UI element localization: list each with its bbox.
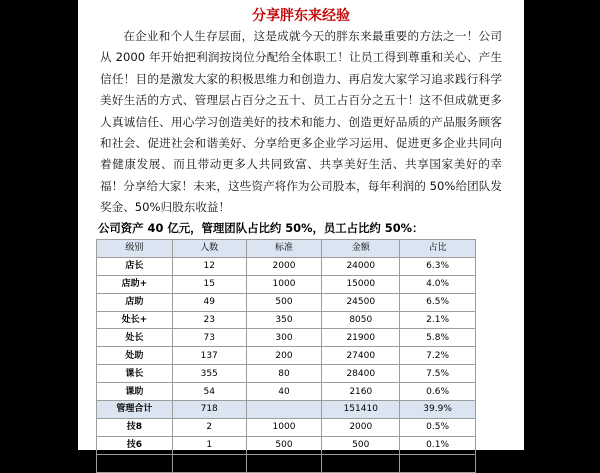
- header-level: 级别: [97, 240, 173, 258]
- cell-amount: 151410: [322, 401, 400, 419]
- table-row: [97, 311, 476, 329]
- document-page: [78, 0, 524, 469]
- table-row: [97, 329, 476, 347]
- cell-standard: 80: [246, 365, 322, 383]
- cell-standard: 1000: [246, 418, 322, 436]
- cell-standard: 350: [246, 311, 322, 329]
- cell-count: 15: [172, 275, 246, 293]
- cell-standard: 2000: [246, 257, 322, 275]
- cell-count: 718: [172, 401, 246, 419]
- cell-level: 管理合计: [97, 401, 173, 419]
- cell-level: 技4: [97, 454, 173, 472]
- table-row: [97, 401, 476, 419]
- cell-amount: 21900: [322, 329, 400, 347]
- cell-amount: 1200: [322, 454, 400, 472]
- body-paragraph: 在企业和个人生存层面，这是成就今天的胖东来最重要的方法之一！公司从 2000 年开始把利润按岗位分配给全体职工！让员工得到尊重和关心、产生信任！目的是激发大家的积极思维力和创造力、再启发大家学习追求践行科学美好生活的方式、管理层占百分之五十、员工占百分之五十！这不但成就更多人真诚信任、用心学习创造美好的技术和能力、创造更好品质的产品服务顾客和社会、促进社会和谐美好、分享给更多企业学习运用、促进更多企业共同向着健康发展、而且带动更多人共同致富、共享美好生活、共享国家美好的幸福！分享给大家！未来，这些资产将作为公司股本，每年利润的 50%给团队发奖金、50%归股东收益！: [100, 29, 502, 215]
- cell-level: 处长: [97, 329, 173, 347]
- cell-ratio: 7.2%: [400, 347, 476, 365]
- cell-count: 12: [172, 257, 246, 275]
- cell-count: 1: [172, 436, 246, 454]
- cell-amount: 15000: [322, 275, 400, 293]
- cell-count: 137: [172, 347, 246, 365]
- header-ratio: 占比: [400, 240, 476, 258]
- cell-amount: 8050: [322, 311, 400, 329]
- table-row: [97, 293, 476, 311]
- cell-standard: 300: [246, 454, 322, 472]
- cell-standard: 300: [246, 329, 322, 347]
- cell-ratio: 0.5%: [400, 418, 476, 436]
- cell-ratio: 0.3%: [400, 454, 476, 472]
- cell-count: 2: [172, 418, 246, 436]
- cell-level: 店长: [97, 257, 173, 275]
- cell-ratio: 39.9%: [400, 401, 476, 419]
- cell-level: 技8: [97, 418, 173, 436]
- cell-level: 课长: [97, 365, 173, 383]
- cell-standard: 500: [246, 293, 322, 311]
- cell-level: 处长+: [97, 311, 173, 329]
- cell-ratio: 5.8%: [400, 329, 476, 347]
- header-count: 人数: [172, 240, 246, 258]
- cell-level: 店助: [97, 293, 173, 311]
- table-row: [97, 418, 476, 436]
- header-standard: 标准: [246, 240, 322, 258]
- cell-level: 课助: [97, 383, 173, 401]
- cell-ratio: 0.6%: [400, 383, 476, 401]
- cell-standard: 40: [246, 383, 322, 401]
- cell-amount: 2160: [322, 383, 400, 401]
- table-row: [97, 454, 476, 472]
- cell-level: 技6: [97, 436, 173, 454]
- cell-amount: 28400: [322, 365, 400, 383]
- cell-count: 73: [172, 329, 246, 347]
- cell-ratio: 6.3%: [400, 257, 476, 275]
- cell-amount: 2000: [322, 418, 400, 436]
- bonus-distribution-table: [96, 239, 476, 473]
- cell-count: 355: [172, 365, 246, 383]
- cell-ratio: 4.0%: [400, 275, 476, 293]
- page-title: 分享胖东来经验: [252, 8, 350, 24]
- cell-amount: 500: [322, 436, 400, 454]
- table-caption: 公司资产 40 亿元，管理团队占比约 50%，员工占比约 50%：: [98, 221, 424, 235]
- table-row: [97, 275, 476, 293]
- cell-count: 4: [172, 454, 246, 472]
- cell-count: 54: [172, 383, 246, 401]
- cell-level: 处助: [97, 347, 173, 365]
- cell-standard: 500: [246, 436, 322, 454]
- cell-amount: 24500: [322, 293, 400, 311]
- table-row: [97, 257, 476, 275]
- cell-ratio: 6.5%: [400, 293, 476, 311]
- table-row: [97, 383, 476, 401]
- cell-count: 23: [172, 311, 246, 329]
- cell-ratio: 0.1%: [400, 436, 476, 454]
- cell-standard: 200: [246, 347, 322, 365]
- table-row: [97, 365, 476, 383]
- table-row: [97, 347, 476, 365]
- table-row: [97, 436, 476, 454]
- cell-amount: 24000: [322, 257, 400, 275]
- cell-ratio: 2.1%: [400, 311, 476, 329]
- table-header-row: [97, 240, 476, 258]
- cell-level: 店助+: [97, 275, 173, 293]
- cell-ratio: 7.5%: [400, 365, 476, 383]
- cell-amount: 27400: [322, 347, 400, 365]
- cell-count: 49: [172, 293, 246, 311]
- cell-standard: 1000: [246, 275, 322, 293]
- header-amount: 金额: [322, 240, 400, 258]
- cell-standard: [246, 401, 322, 419]
